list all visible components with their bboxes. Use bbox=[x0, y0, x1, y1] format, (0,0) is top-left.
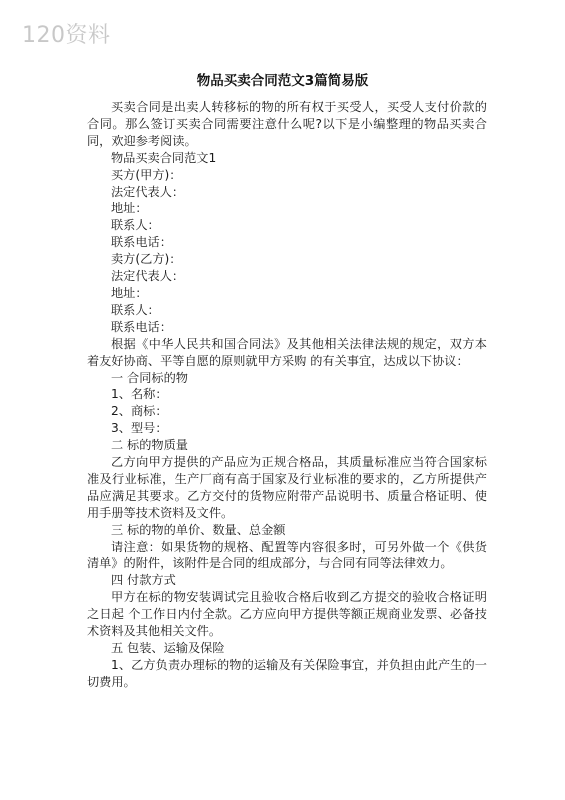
buyer-line: 买方(甲方)： bbox=[111, 167, 182, 182]
section-2-heading: 二 标的物质量 bbox=[111, 438, 188, 453]
section-1-item-model: 3、型号： bbox=[111, 421, 168, 436]
section-1-item-brand: 2、商标： bbox=[111, 404, 168, 419]
sample-heading: 物品买卖合同范文1 bbox=[111, 150, 217, 165]
intro-paragraph: 买卖合同是出卖人转移标的物的所有权于买受人，买受人支付价款的合同。那么签订买卖合同需要注意什么呢?以下是小编整理的物品买卖合同，欢迎参考阅读。 bbox=[87, 100, 487, 148]
section-4-paragraph: 甲方在标的物安装调试完且验收合格后收到乙方提交的验收合格证明之日起 个工作日内付全款。乙方应向甲方提供等额正规商业发票、必备技术资料及其他相关文件。 bbox=[87, 590, 487, 639]
seller-line: 卖方(乙方)： bbox=[111, 252, 182, 267]
document-body bbox=[87, 99, 487, 691]
buyer-rep-line: 法定代表人： bbox=[111, 184, 185, 199]
section-2-paragraph: 乙方向甲方提供的产品应为正规合格品，其质量标准应当符合国家标准及行业标准，生产厂商有高于国家及行业标准的要求的，乙方所提供产品应满足其要求。乙方交付的货物应附带产品说明书、质量合格证明、使用手册等技术资料及文件。 bbox=[87, 455, 487, 520]
section-3-paragraph: 请注意：如果货物的规格、配置等内容很多时，可另外做一个《供货清单》的附件，该附件是合同的组成部分，与合同有同等法律效力。 bbox=[87, 539, 487, 571]
buyer-phone-line: 联系电话： bbox=[111, 235, 172, 250]
section-1-heading: 一 合同标的物 bbox=[111, 370, 188, 385]
document-title: 物品买卖合同范文3篇简易版 bbox=[196, 73, 369, 89]
preamble-paragraph: 根据《中华人民共和国合同法》及其他相关法律法规的规定，双方本着友好协商、平等自愿的原则就甲方采购 的有关事宜，达成以下协议： bbox=[87, 336, 487, 368]
section-1-item-name: 1、名称： bbox=[111, 387, 168, 402]
section-5-heading: 五 包装、运输及保险 bbox=[111, 641, 225, 655]
seller-address-line: 地址： bbox=[111, 285, 148, 300]
seller-contact-line: 联系人： bbox=[111, 302, 160, 317]
buyer-address-line: 地址： bbox=[111, 201, 148, 216]
seller-rep-line: 法定代表人： bbox=[111, 269, 185, 284]
seller-phone-line: 联系电话： bbox=[111, 319, 172, 334]
buyer-contact-line: 联系人： bbox=[111, 218, 160, 233]
watermark: 120资料 bbox=[22, 23, 111, 48]
section-3-heading: 三 标的物的单价、数量、总金额 bbox=[111, 522, 286, 537]
section-4-heading: 四 付款方式 bbox=[111, 573, 176, 588]
section-5-paragraph: 1、乙方负责办理标的物的运输及有关保险事宜，并负担由此产生的一切费用。 bbox=[87, 657, 487, 689]
